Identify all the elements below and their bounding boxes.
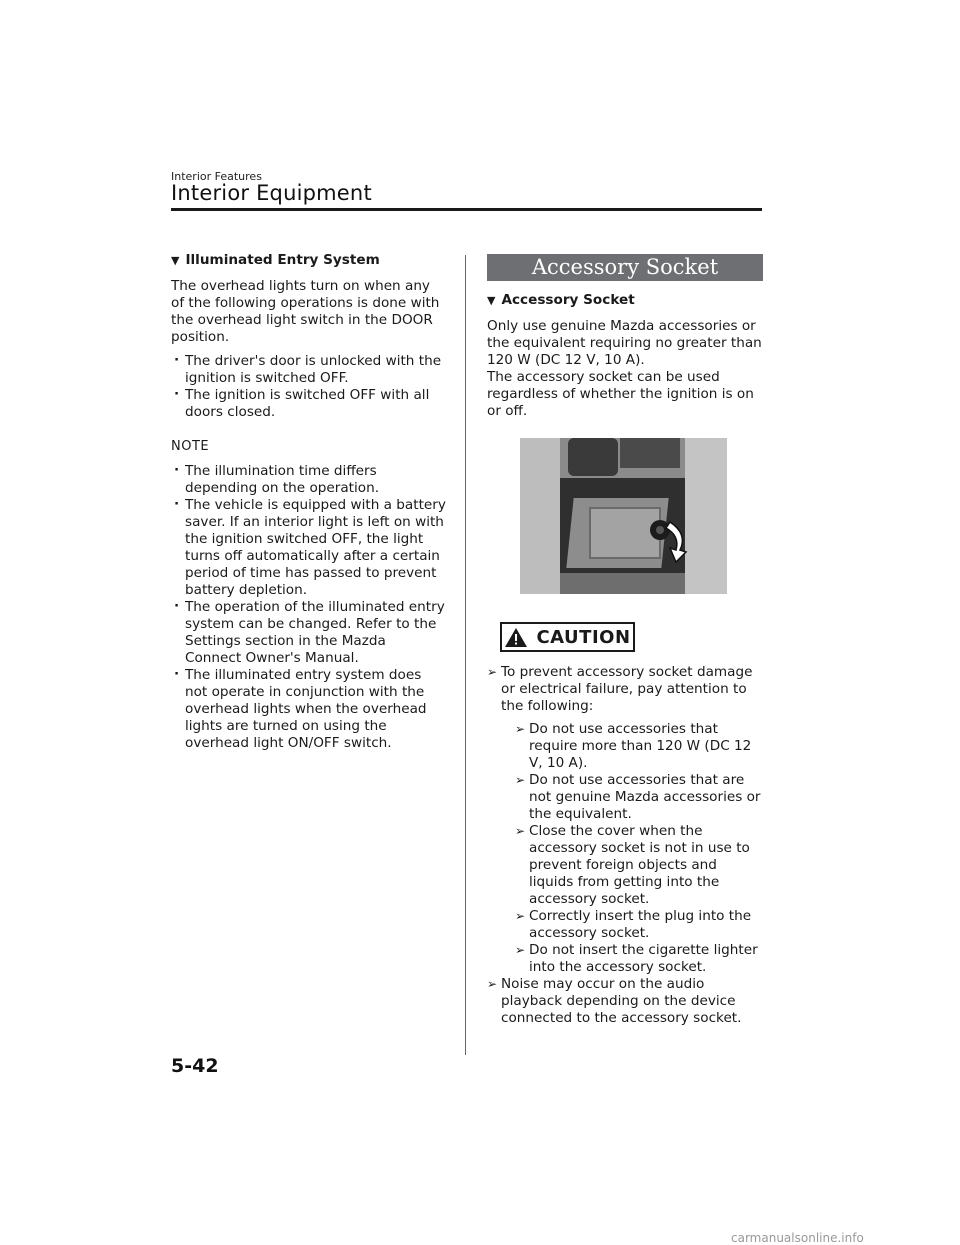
caution-text: Noise may occur on the audio playback depending on the device connected to the accessory socket. xyxy=(501,976,742,1026)
caution-text: Do not use accessories that are not genuine Mazda accessories or the equivalent. xyxy=(529,772,761,822)
intro-paragraph: The overhead lights turn on when any of the following operations is done with the overhead light switch in the DOOR position. xyxy=(171,278,440,345)
intro-paragraph-2: The accessory socket can be used regardless of whether the ignition is on or off. xyxy=(487,369,754,419)
intro-paragraph-1: Only use genuine Mazda accessories or the equivalent requiring no greater than 120 W (DC 12 V, 10 A). xyxy=(487,318,762,368)
list-item: · The ignition is switched OFF with all doors closed. xyxy=(171,387,446,421)
list-item: · The illumination time differs depending on the operation. xyxy=(171,463,446,497)
heading-text: Accessory Socket xyxy=(501,292,635,308)
watermark: carmanualsonline.info xyxy=(731,1231,864,1245)
caution-list xyxy=(487,664,763,1027)
list-item: · The driver's door is unlocked with the ignition is switched OFF. xyxy=(171,353,446,387)
arrow-right-icon: ➢ xyxy=(487,977,498,991)
caution-text: Do not insert the cigarette lighter into the accessory socket. xyxy=(529,942,758,975)
heading-text: Illuminated Entry System xyxy=(185,252,380,268)
caution-text: Do not use accessories that require more than 120 W (DC 12 V, 10 A). xyxy=(529,721,752,771)
list-item xyxy=(487,664,763,976)
left-column xyxy=(171,252,446,752)
section-banner: Accessory Socket xyxy=(487,254,763,281)
triangle-down-icon: ▼ xyxy=(171,254,180,267)
arrow-right-icon: ➢ xyxy=(487,665,498,679)
accessory-socket-photo xyxy=(520,438,727,594)
list-item xyxy=(515,942,763,976)
caution-word: CAUTION xyxy=(536,626,631,648)
section-label: Interior Features xyxy=(171,170,262,183)
list-item xyxy=(515,772,763,823)
conditions-list xyxy=(171,353,446,421)
accessory-socket-heading xyxy=(487,292,763,309)
notes-list xyxy=(171,463,446,752)
column-divider xyxy=(465,255,466,1055)
page-number: 5-42 xyxy=(171,1055,219,1077)
list-item xyxy=(515,823,763,908)
arrow-right-icon: ➢ xyxy=(515,943,526,957)
caution-text: To prevent accessory socket damage or electrical failure, pay attention to the following: xyxy=(501,664,753,714)
triangle-down-icon: ▼ xyxy=(487,294,496,307)
right-column xyxy=(487,254,763,1027)
arrow-right-icon: ➢ xyxy=(515,824,526,838)
arrow-right-icon: ➢ xyxy=(515,722,526,736)
list-item: · The illuminated entry system does not operate in conjunction with the overhead lights when the overhead lights are turned on using the overhead light ON/OFF switch. xyxy=(171,667,446,752)
list-item xyxy=(487,976,763,1027)
caution-text: Close the cover when the accessory socket is not in use to prevent foreign objects and liquids from getting into the accessory socket. xyxy=(529,823,750,907)
page-title: Interior Equipment xyxy=(171,181,372,205)
caution-sub-list xyxy=(515,721,763,976)
illuminated-entry-heading xyxy=(171,252,446,269)
list-item xyxy=(515,721,763,772)
header-rule xyxy=(171,208,762,211)
console-illustration xyxy=(520,438,727,594)
list-item xyxy=(515,908,763,942)
note-label: NOTE xyxy=(171,439,210,454)
arrow-right-icon: ➢ xyxy=(515,909,526,923)
list-item: · The operation of the illuminated entry system can be changed. Refer to the Settings section in the Mazda Connect Owner's Manual. xyxy=(171,599,446,667)
list-item: · The vehicle is equipped with a battery saver. If an interior light is left on with the ignition switched OFF, the light turns off automatically after a certain period of time has passed to prevent battery depletion. xyxy=(171,497,446,599)
warning-triangle-icon xyxy=(504,627,528,648)
caution-text: Correctly insert the plug into the accessory socket. xyxy=(529,908,752,941)
caution-label xyxy=(500,622,635,652)
arrow-right-icon: ➢ xyxy=(515,773,526,787)
